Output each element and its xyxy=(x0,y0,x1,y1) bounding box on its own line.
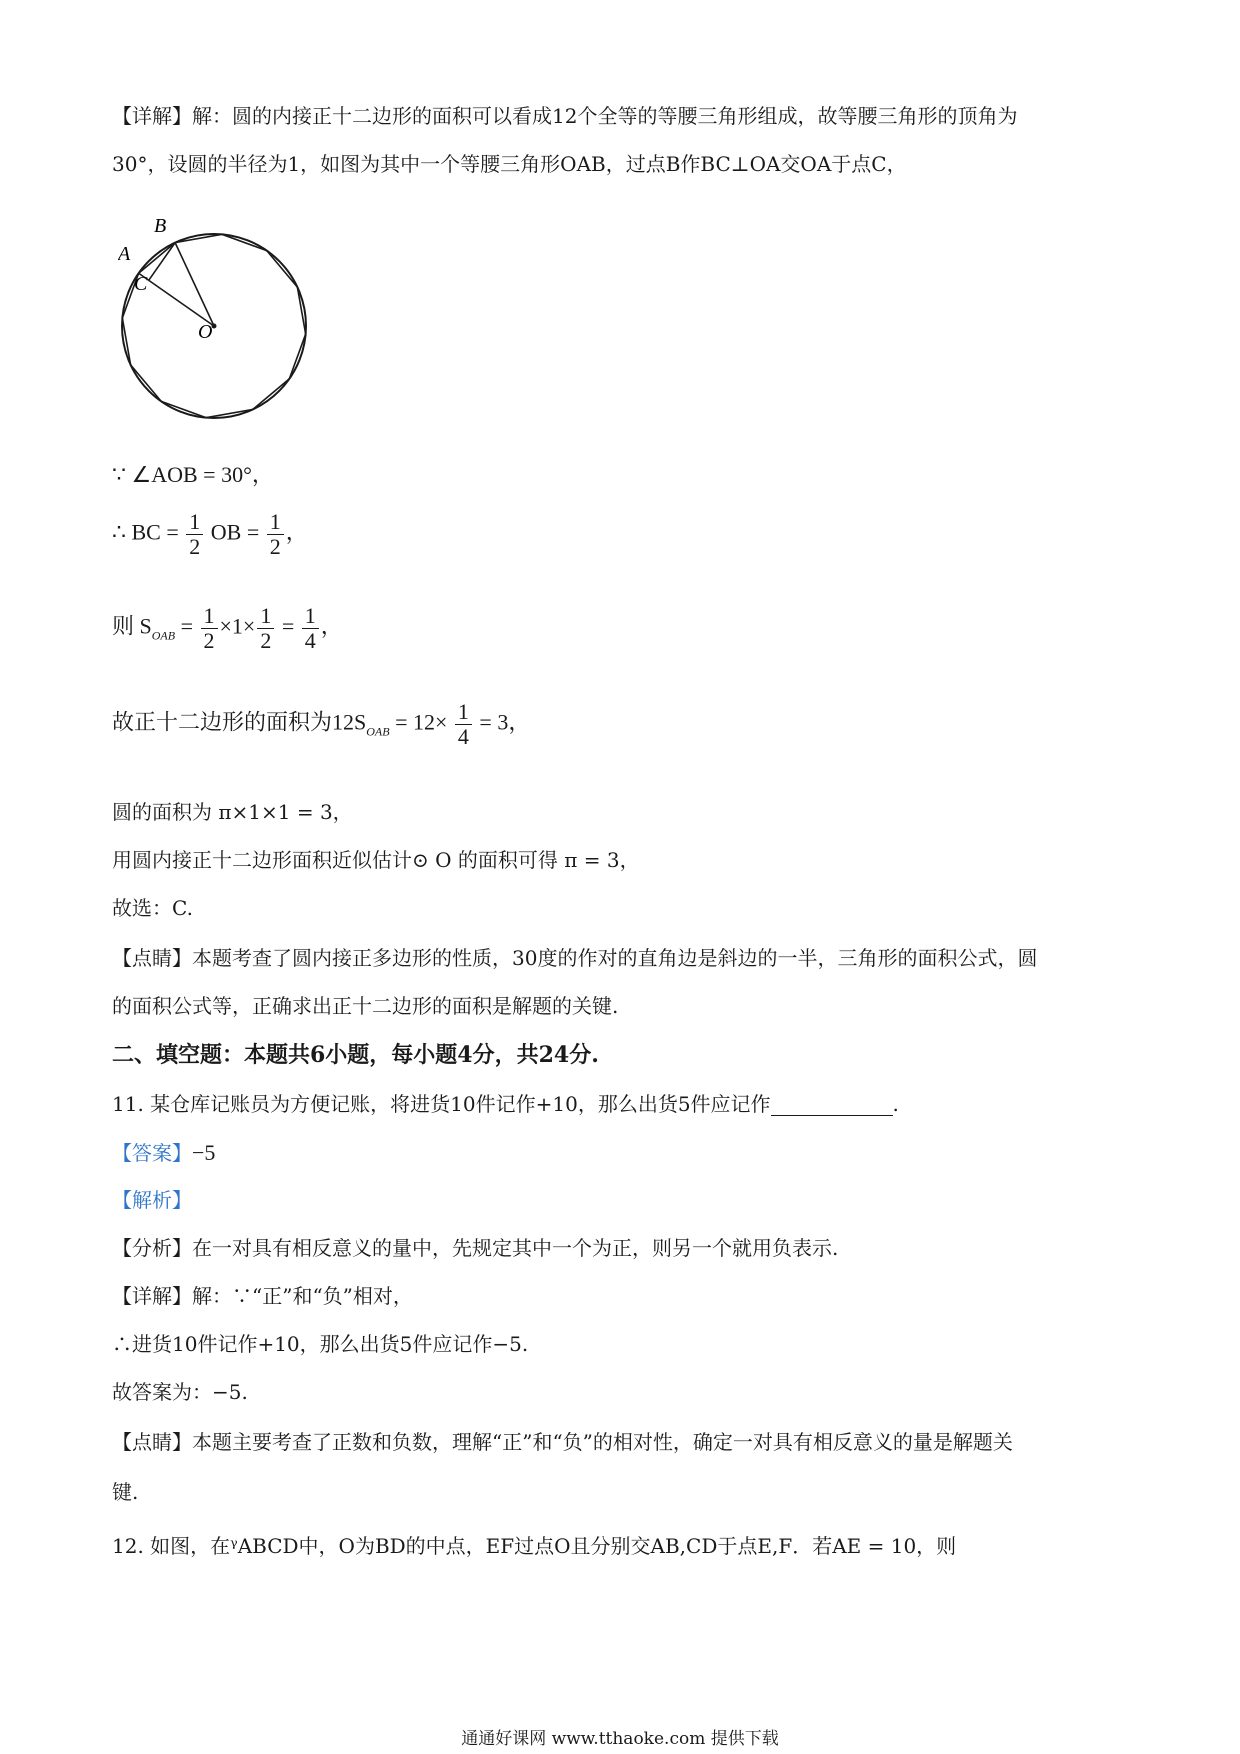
q11-detail-3: 故答案为：−5. xyxy=(112,1380,248,1404)
fraction-half-2: $\frac{1}{2}$ xyxy=(267,510,284,559)
question-11: 11. 某仓库记账员为方便记账，将进货10件记作+10，那么出货5件应记作 . xyxy=(112,1092,899,1116)
detail-paragraph-line1 xyxy=(112,104,1017,128)
q11-detail-2: ∴进货10件记作+10，那么出货5件应记作−5. xyxy=(112,1332,529,1356)
dodecagon-figure xyxy=(118,208,318,438)
detail-paragraph-line2 xyxy=(112,152,907,176)
step-7: 故选：C. xyxy=(112,896,193,920)
analysis-label: 【解析】 xyxy=(112,1188,192,1212)
answer-value: −5 xyxy=(192,1140,216,1165)
step-5: 圆的面积为 π×1×1 = 3， xyxy=(112,800,353,824)
comment-line2: 的面积公式等，正确求出正十二边形的面积是解题的关键. xyxy=(112,994,619,1018)
footer-text: 通通好课网 www.tthaoke.com 提供下载 xyxy=(461,1729,779,1749)
q11-comment-1: 【点睛】本题主要考查了正数和负数，理解“正”和“负”的相对性，确定一对具有相反意义的量是解题关 xyxy=(112,1430,1013,1454)
comment-label: 【点睛】 xyxy=(112,946,192,970)
section-title: 二、填空题：本题共6小题，每小题4分，共24分. xyxy=(112,1042,599,1068)
answer-blank xyxy=(771,1095,893,1116)
detail-label: 【详解】 xyxy=(112,104,192,128)
q11-detail-1: 【详解】解：∵“正”和“负”相对， xyxy=(112,1284,413,1308)
label-B: B xyxy=(154,215,167,237)
detail-text-2: 30°，设圆的半径为1，如图为其中一个等腰三角形OAB，过点B作BC⊥OA交OA于点C， xyxy=(112,152,907,176)
segment-OA xyxy=(139,273,214,326)
step-1: ∵ ∠AOB = 30°， xyxy=(112,462,274,487)
q11-comment-2: 键. xyxy=(112,1480,139,1504)
answer-line xyxy=(112,1140,215,1166)
analysis-line: 【分析】在一对具有相反意义的量中，先规定其中一个为正，则另一个就用负表示. xyxy=(112,1236,839,1260)
label-A: A xyxy=(118,243,131,265)
step-2: ∴ BC = $\frac{1}{2}$ OB = $\frac{1}{2}$ ， xyxy=(112,509,308,560)
step-3: 则 $S_{OAB}$ = $\frac{1}{2}$ ×1× $\frac{1}{2}$ = $\frac{1}{4}$ ， xyxy=(112,603,343,654)
label-C: C xyxy=(134,273,148,295)
comment-line1: 【点睛】本题考查了圆内接正多边形的性质，30度的作对的直角边是斜边的一半，三角形的面积公式，圆 xyxy=(112,946,1038,970)
question-12: 12. 如图，在ᵞABCD中，O为BD的中点，EF过点O且分别交AB,CD于点E,F．若AE = 10，则 xyxy=(112,1534,957,1558)
step-4: 故正十二边形的面积为$12S_{OAB} = 12\times$ $\frac{1}{4}$ = 3， xyxy=(112,699,531,750)
segment-OB xyxy=(175,243,214,326)
label-O: O xyxy=(198,321,213,343)
answer-label: 【答案】 xyxy=(112,1141,192,1165)
detail-text-1: 解：圆的内接正十二边形的面积可以看成12个全等的等腰三角形组成，故等腰三角形的顶角为 xyxy=(192,104,1018,128)
fraction-half-1: $\frac{1}{2}$ xyxy=(186,510,203,559)
step-6: 用圆内接正十二边形面积近似估计⊙ O 的面积可得 π = 3， xyxy=(112,848,640,872)
